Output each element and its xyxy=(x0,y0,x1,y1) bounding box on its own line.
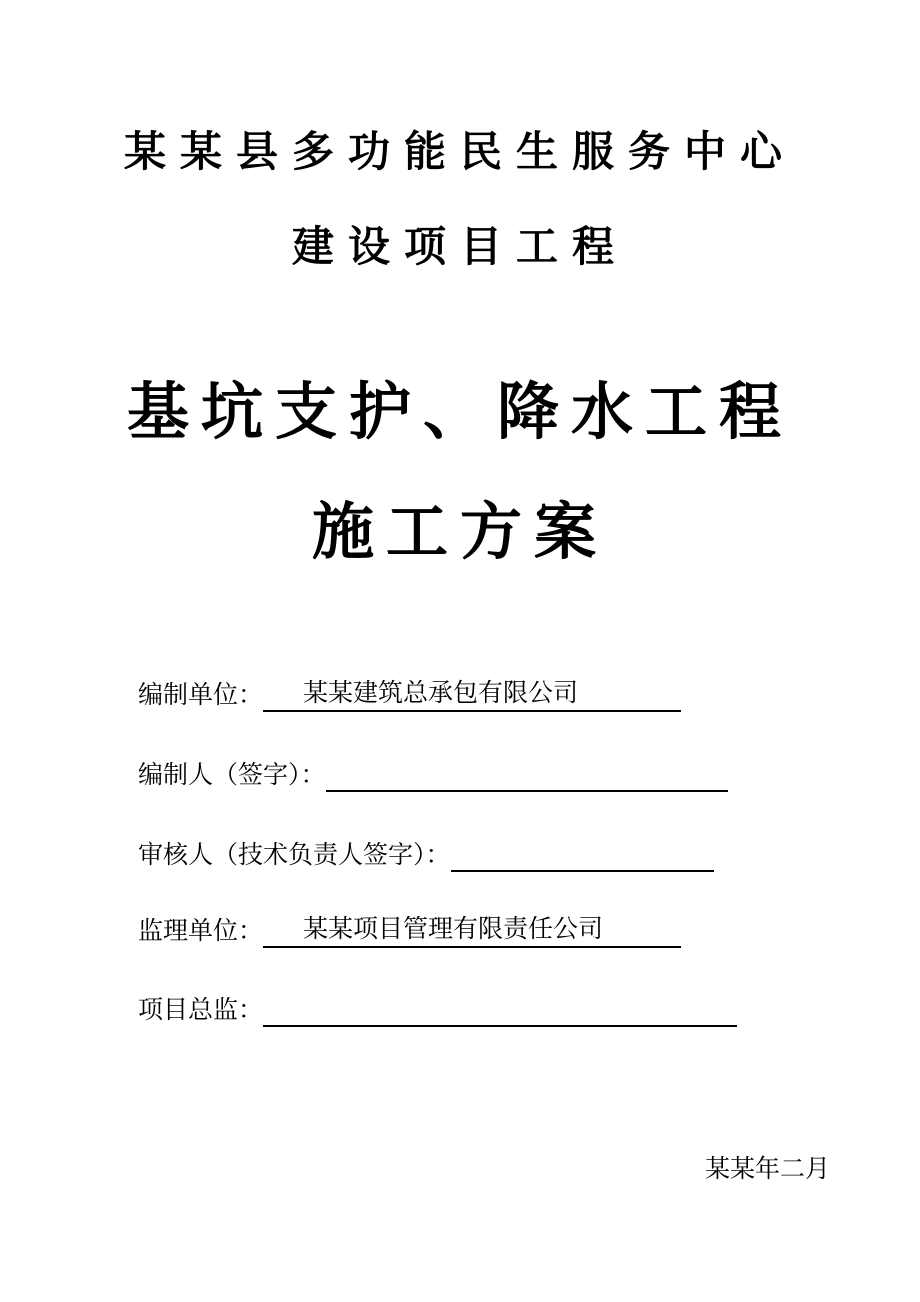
compiler-label: 编制人（签字）： xyxy=(138,760,326,789)
supervisor-unit-value: 某某项目管理有限责任公司 xyxy=(303,914,604,943)
document-title-line-2: 施工方案 xyxy=(311,495,608,568)
compiler-unit-value: 某某建筑总承包有限公司 xyxy=(303,678,579,707)
project-name-line-2: 建设项目工程 xyxy=(291,222,628,271)
supervisor-unit-label: 监理单位： xyxy=(138,916,264,945)
chief-supervisor-row xyxy=(138,993,737,1027)
compiler-signature-field xyxy=(326,758,728,792)
compiler-row xyxy=(138,758,728,792)
compiler-unit-label: 编制单位： xyxy=(138,680,264,709)
reviewer-row xyxy=(138,838,714,872)
compiler-unit-field xyxy=(263,678,681,712)
supervisor-unit-row xyxy=(138,914,681,948)
project-name-line-1: 某某县多功能民生服务中心 xyxy=(123,127,796,176)
document-date: 某某年二月 xyxy=(704,1154,830,1183)
chief-supervisor-label: 项目总监： xyxy=(138,995,264,1024)
reviewer-label: 审核人（技术负责人签字）： xyxy=(138,840,451,869)
document-title-line-1: 基坑支护、降水工程 xyxy=(126,375,793,448)
reviewer-signature-field xyxy=(451,838,714,872)
chief-supervisor-field xyxy=(263,993,737,1027)
supervisor-unit-field xyxy=(263,914,681,948)
compiler-unit-row xyxy=(138,678,681,712)
